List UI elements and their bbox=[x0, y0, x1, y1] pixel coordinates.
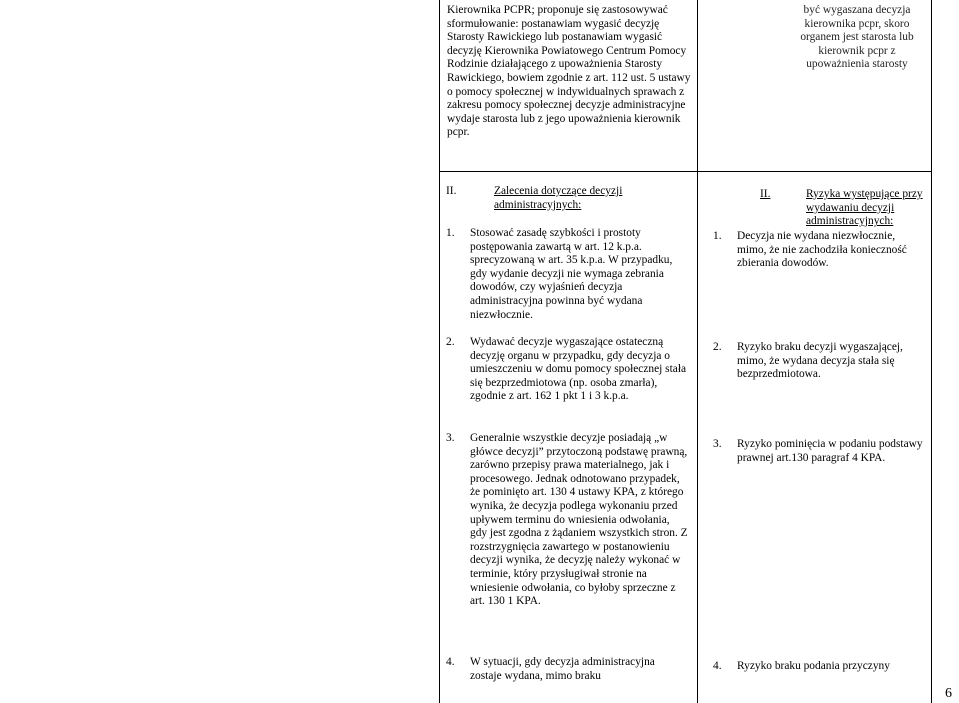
left-item-2-text: Wydawać decyzje wygaszające ostateczną decyzję organu w przypadku, gdy decyzja o umieszczeniu w domu pomocy społecznej stała się bezprzedmiotowa (np. osoba zmarła), zgodnie z art. 162 1 pkt 1 i 3 k.p.a. bbox=[470, 336, 687, 403]
left-section-number: II. bbox=[446, 185, 457, 197]
right-item-1-number: 1. bbox=[713, 230, 722, 242]
left-item-4-number: 4. bbox=[446, 656, 455, 668]
table-left-border bbox=[439, 0, 440, 703]
page-number: 6 bbox=[945, 686, 952, 701]
right-item-4-number: 4. bbox=[713, 660, 722, 672]
left-item-2-number: 2. bbox=[446, 336, 455, 348]
right-item-1-text: Decyzja nie wydana niezwłocznie, mimo, że nie zachodziła konieczność zbierania dowodów. bbox=[737, 230, 907, 270]
left-section-heading: Zalecenia dotyczące decyzji administracyjnych: bbox=[494, 185, 623, 211]
left-item-4-text: W sytuacji, gdy decyzja administracyjna zostaje wydana, mimo braku bbox=[470, 656, 655, 682]
right-item-2-text: Ryzyko braku decyzji wygaszającej, mimo, że wydana decyzja stała się bezprzedmiotowa. bbox=[737, 341, 903, 381]
table-row-divider bbox=[439, 171, 932, 172]
right-item-4-text: Ryzyko braku podania przyczyny bbox=[737, 660, 890, 672]
table-right-border bbox=[931, 0, 932, 703]
left-item-1-text: Stosować zasadę szybkości i prostoty postępowania zawartą w art. 12 k.p.a. sprecyzowaną w art. 35 k.p.a. W przypadku, gdy wydanie decyzji nie wymaga zebrania dowodów, czy wyjaśnień decyzja administracyjna powinna być wydana niezwłocznie. bbox=[470, 227, 673, 321]
table-middle-border bbox=[697, 0, 698, 703]
top-left-cell-text: Kierownika PCPR; proponuje się zastosowywać sformułowanie: postanawiam wygasić decyzję Starosty Rawickiego lub postanawiam wygasić decyzję Kierownika Powiatowego Centrum Pomocy Rodzinie działającego z upoważnienia Starosty Rawickiego, bowiem zgodnie z art. 112 ust. 5 ustawy o pomocy społecznej w indywidualnych sprawach z zakresu pomocy społecznej decyzje administracyjne wydaje starosta lub z jego upoważnienia kierownik pcpr. bbox=[447, 4, 691, 139]
left-item-1-number: 1. bbox=[446, 227, 455, 239]
right-item-3-number: 3. bbox=[713, 438, 722, 450]
top-right-cell-text: być wygaszana decyzja kierownika pcpr, skoro organem jest starosta lub kierownik pcpr z upoważnienia starosty bbox=[800, 4, 914, 71]
right-section-heading: Ryzyka występujące przy wydawaniu decyzji administracyjnych: bbox=[806, 188, 923, 228]
right-item-2-number: 2. bbox=[713, 341, 722, 353]
left-item-3-text: Generalnie wszystkie decyzje posiadają „w główce decyzji” przytoczoną podstawę prawną, zarówno przepisy prawa materialnego, jak i procesowego. Jednak odnotowano przypadek, że pominięto art. 130 4 ustawy KPA, z którego wynika, że decyzja podlega wykonaniu przed upływem terminu do wniesienia odwołania, gdy jest zgodna z żądaniem wszystkich stron. Z rozstrzygnięcia zawartego w postanowieniu decyzji wynika, że decyzję należy wykonać w terminie, który przysługiwał stronie na wniesienie odwołania, co byłoby sprzeczne z art. 130 1 KPA. bbox=[470, 432, 688, 608]
left-item-3-number: 3. bbox=[446, 432, 455, 444]
right-item-3-text: Ryzyko pominięcia w podaniu podstawy prawnej art.130 paragraf 4 KPA. bbox=[737, 438, 923, 464]
right-section-number: II. bbox=[760, 188, 771, 200]
